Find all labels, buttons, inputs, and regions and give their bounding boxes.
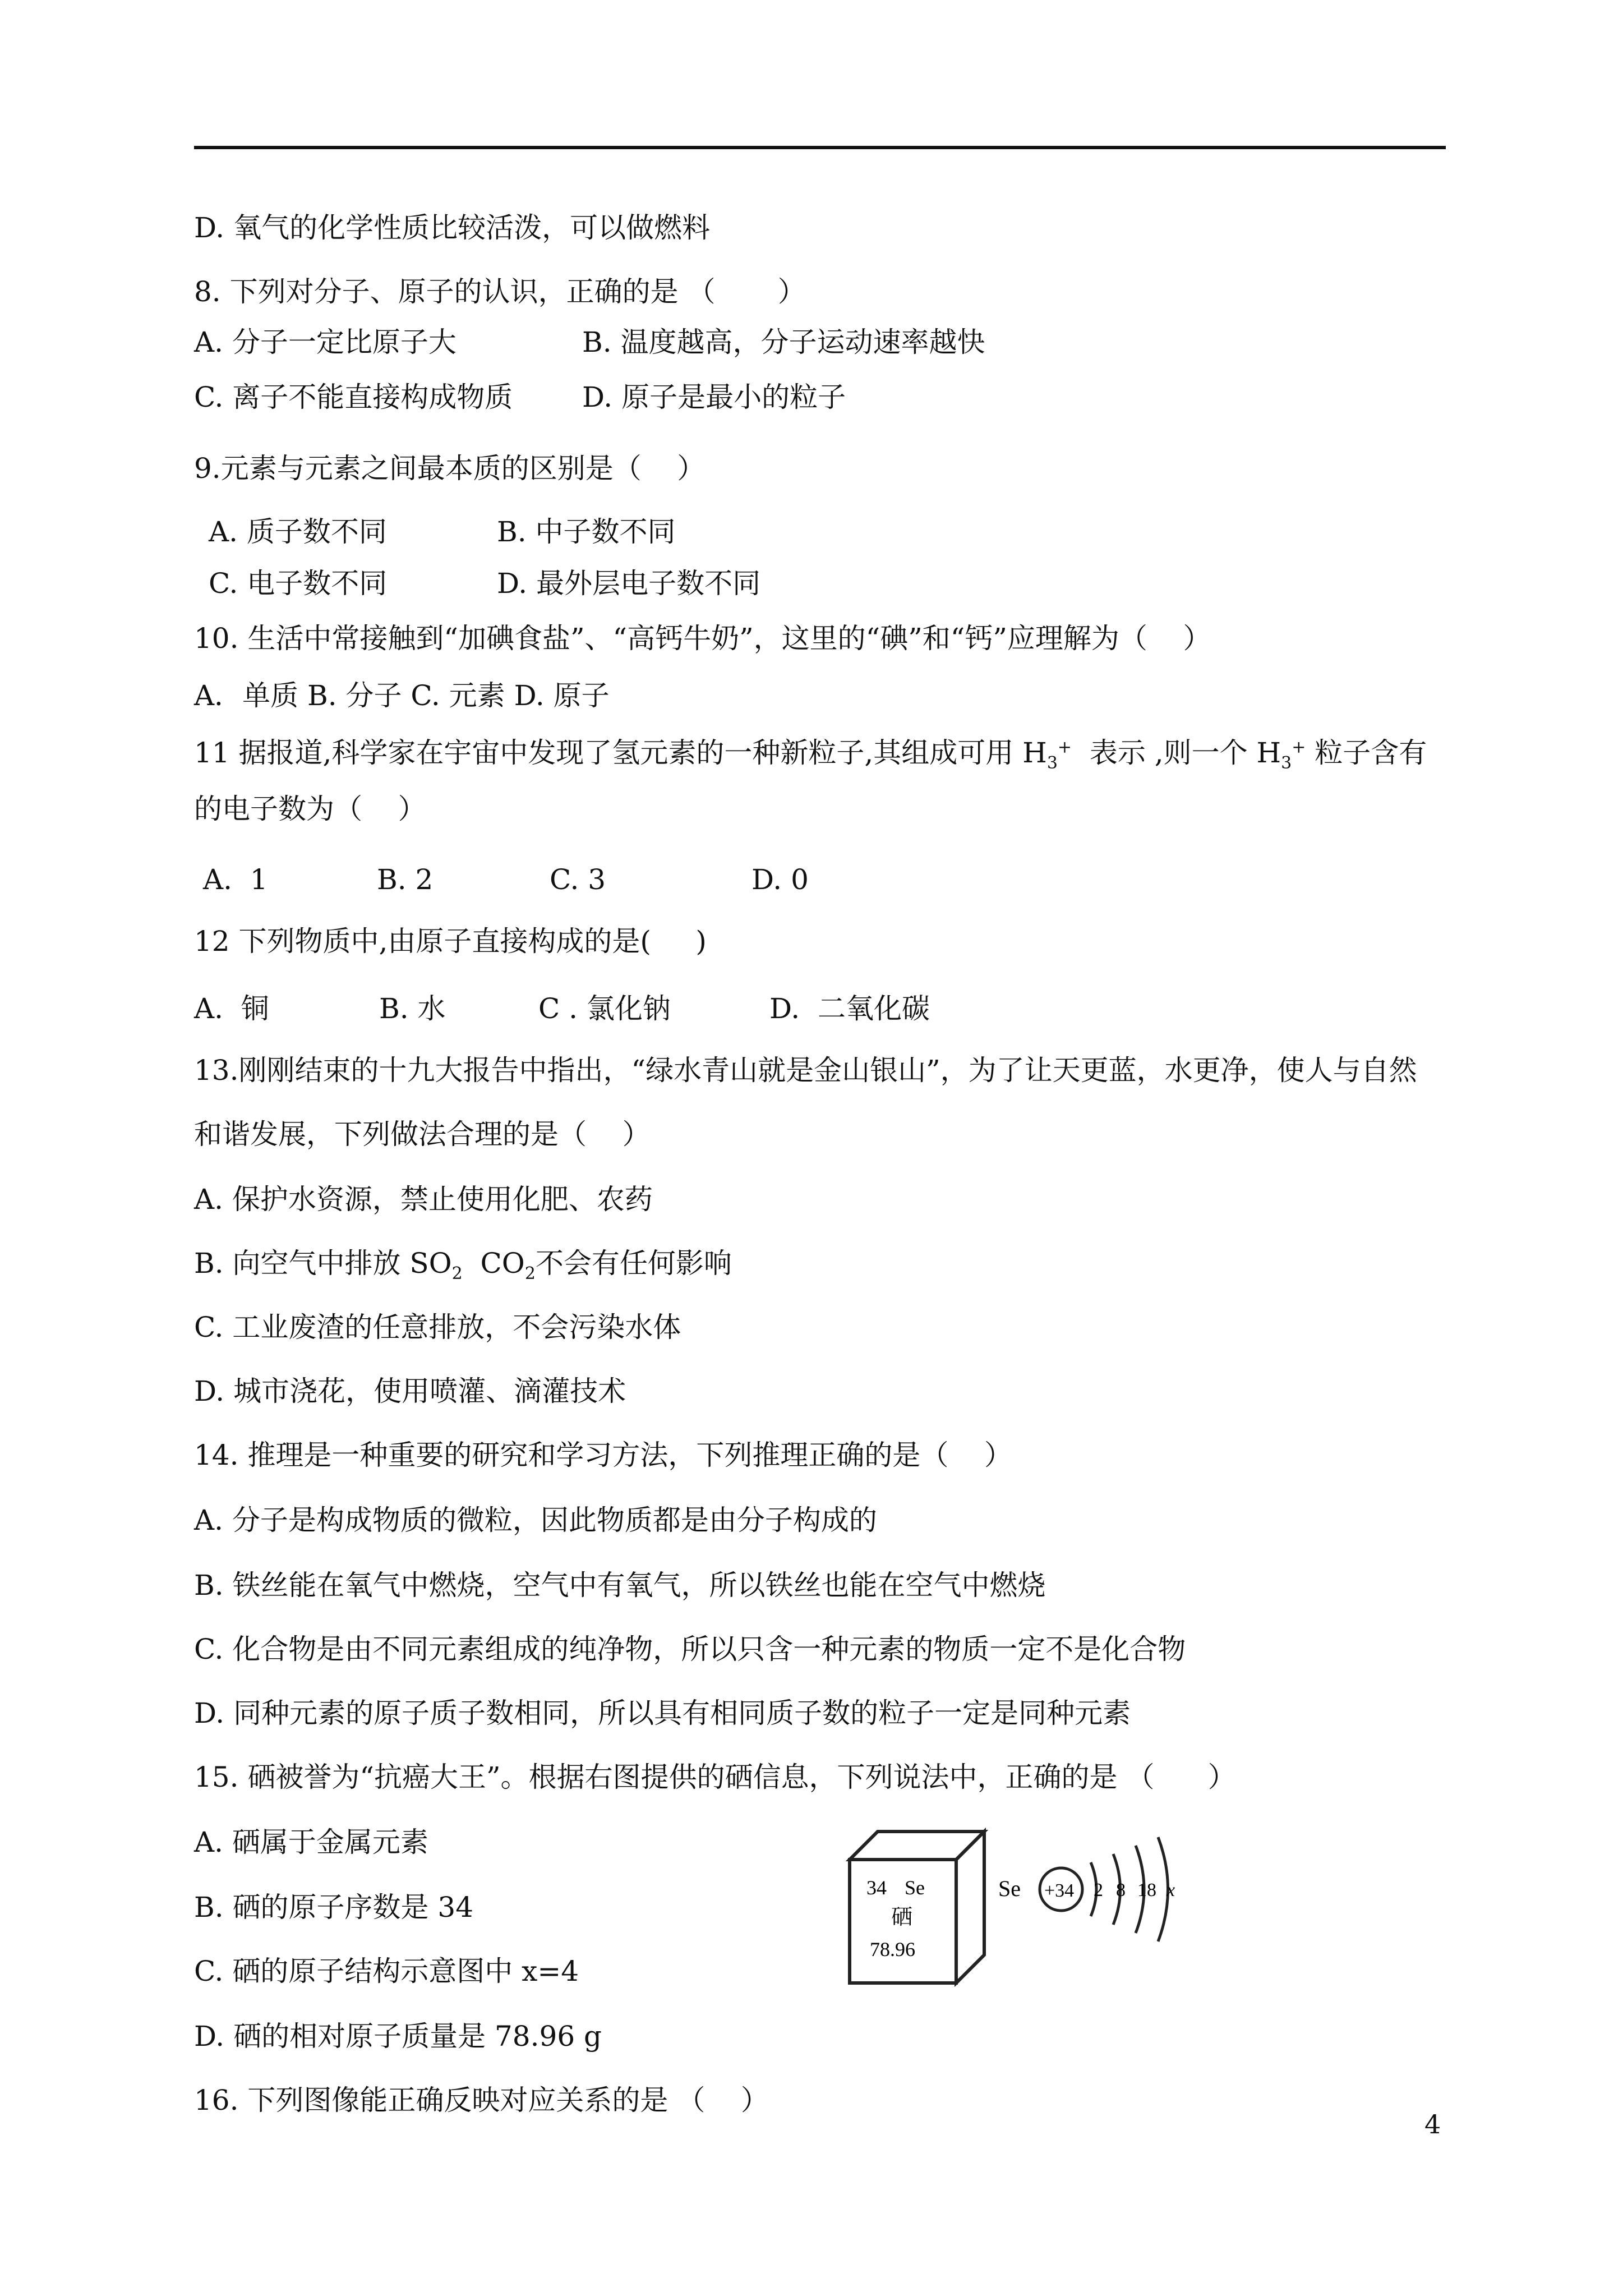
header-rule: [194, 146, 1446, 149]
q8-option-a: A. 分子一定比原子大: [194, 326, 457, 358]
element-symbol: Se: [905, 1876, 925, 1899]
shell-3-electrons: 18: [1137, 1880, 1156, 1901]
q14-option-d: D. 同种元素的原子质子数相同，所以具有相同质子数的粒子一定是同种元素: [194, 1697, 1131, 1729]
selenium-element-card: [844, 1826, 990, 1989]
q12-option-a: A. 铜: [194, 992, 269, 1025]
q16-stem: 16. 下列图像能正确反映对应关系的是 （ ）: [194, 2084, 769, 2116]
q13-option-a: A. 保护水资源，禁止使用化肥、农药: [194, 1183, 653, 1216]
q9-stem: 9.元素与元素之间最本质的区别是（ ）: [194, 452, 706, 485]
q8-stem: 8. 下列对分子、原子的认识，正确的是 （ ）: [194, 275, 806, 308]
q14-option-b: B. 铁丝能在氧气中燃烧，空气中有氧气，所以铁丝也能在空气中燃烧: [194, 1569, 1046, 1602]
q13-option-b: B. 向空气中排放 $SO_2$ $CO_2$不会有任何影响: [194, 1247, 732, 1283]
q11-option-d: D. 0: [751, 863, 809, 896]
q9-option-b: B. 中子数不同: [497, 516, 676, 548]
q15-option-a: A. 硒属于金属元素: [194, 1826, 428, 1858]
q9-option-a: A. 质子数不同: [209, 516, 387, 548]
shell-2-electrons: 8: [1116, 1880, 1126, 1901]
q12-option-c: C . 氯化钠: [538, 992, 671, 1025]
q10-stem: 10. 生活中常接触到“加碘食盐”、“高钙牛奶”，这里的“碘”和“钙”应理解为（ ）: [194, 622, 1211, 655]
q13-option-c: C. 工业废渣的任意排放，不会污染水体: [194, 1311, 681, 1343]
q11-option-b: B. 2: [377, 863, 434, 896]
q11-option-a: A. 1: [203, 863, 268, 896]
q9-option-d: D. 最外层电子数不同: [497, 567, 761, 600]
q7-option-d: D. 氧气的化学性质比较活泼，可以做燃料: [194, 211, 711, 244]
q12-option-b: B. 水: [379, 992, 446, 1025]
q11-option-c: C. 3: [550, 863, 606, 896]
q13-option-d: D. 城市浇花，使用喷灌、滴灌技术: [194, 1375, 626, 1407]
q8-option-c: C. 离子不能直接构成物质: [194, 381, 513, 413]
q11-stem-line2: 的电子数为（ ）: [194, 793, 426, 825]
q10-options: A．单质 B. 分子 C. 元素 D. 原子: [194, 679, 610, 712]
q13-stem: 13.刚刚结束的十九大报告中指出，“绿水青山就是金山银山”，为了让天更蓝，水更净，使人与自然: [194, 1054, 1417, 1087]
q14-option-a: A. 分子是构成物质的微粒，因此物质都是由分子构成的: [194, 1504, 877, 1536]
q9-option-c: C. 电子数不同: [209, 567, 388, 600]
q8-option-d: D. 原子是最小的粒子: [582, 381, 846, 413]
element-number: 34: [866, 1876, 887, 1899]
element-mass: 78.96: [870, 1938, 915, 1961]
q12-option-d: D. 二氧化碳: [769, 992, 930, 1025]
nucleus-charge: +34: [1044, 1880, 1075, 1901]
element-name: 硒: [891, 1904, 913, 1929]
q15-option-d: D. 硒的相对原子质量是 78.96 g: [194, 2020, 602, 2053]
q15-option-b: B. 硒的原子序数是 34: [194, 1891, 474, 1924]
shell-1-electrons: 2: [1094, 1880, 1103, 1901]
q15-stem: 15. 硒被誉为“抗癌大王”。根据右图提供的硒信息，下列说法中，正确的是 （ ）: [194, 1761, 1236, 1793]
q15-option-c: C. 硒的原子结构示意图中 x=4: [194, 1955, 579, 1987]
atom-symbol: Se: [998, 1876, 1021, 1901]
selenium-atom-diagram: [998, 1823, 1189, 1958]
page-number: 4: [1424, 2109, 1441, 2139]
q12-stem: 12 下列物质中,由原子直接构成的是( ): [194, 925, 707, 958]
shell-4-electrons: x: [1166, 1880, 1175, 1901]
q11-stem: 11 据报道,科学家在宇宙中发现了氢元素的一种新粒子,其组成可用 $H_3^+$ 表示 ,则一个 $H_3^+$ 粒子含有: [194, 737, 1427, 773]
q13-stem-line2: 和谐发展，下列做法合理的是（ ）: [194, 1118, 651, 1151]
q14-option-c: C. 化合物是由不同元素组成的纯净物，所以只含一种元素的物质一定不是化合物: [194, 1633, 1186, 1665]
q14-stem: 14. 推理是一种重要的研究和学习方法，下列推理正确的是（ ）: [194, 1439, 1012, 1471]
q8-option-b: B. 温度越高，分子运动速率越快: [582, 326, 985, 358]
